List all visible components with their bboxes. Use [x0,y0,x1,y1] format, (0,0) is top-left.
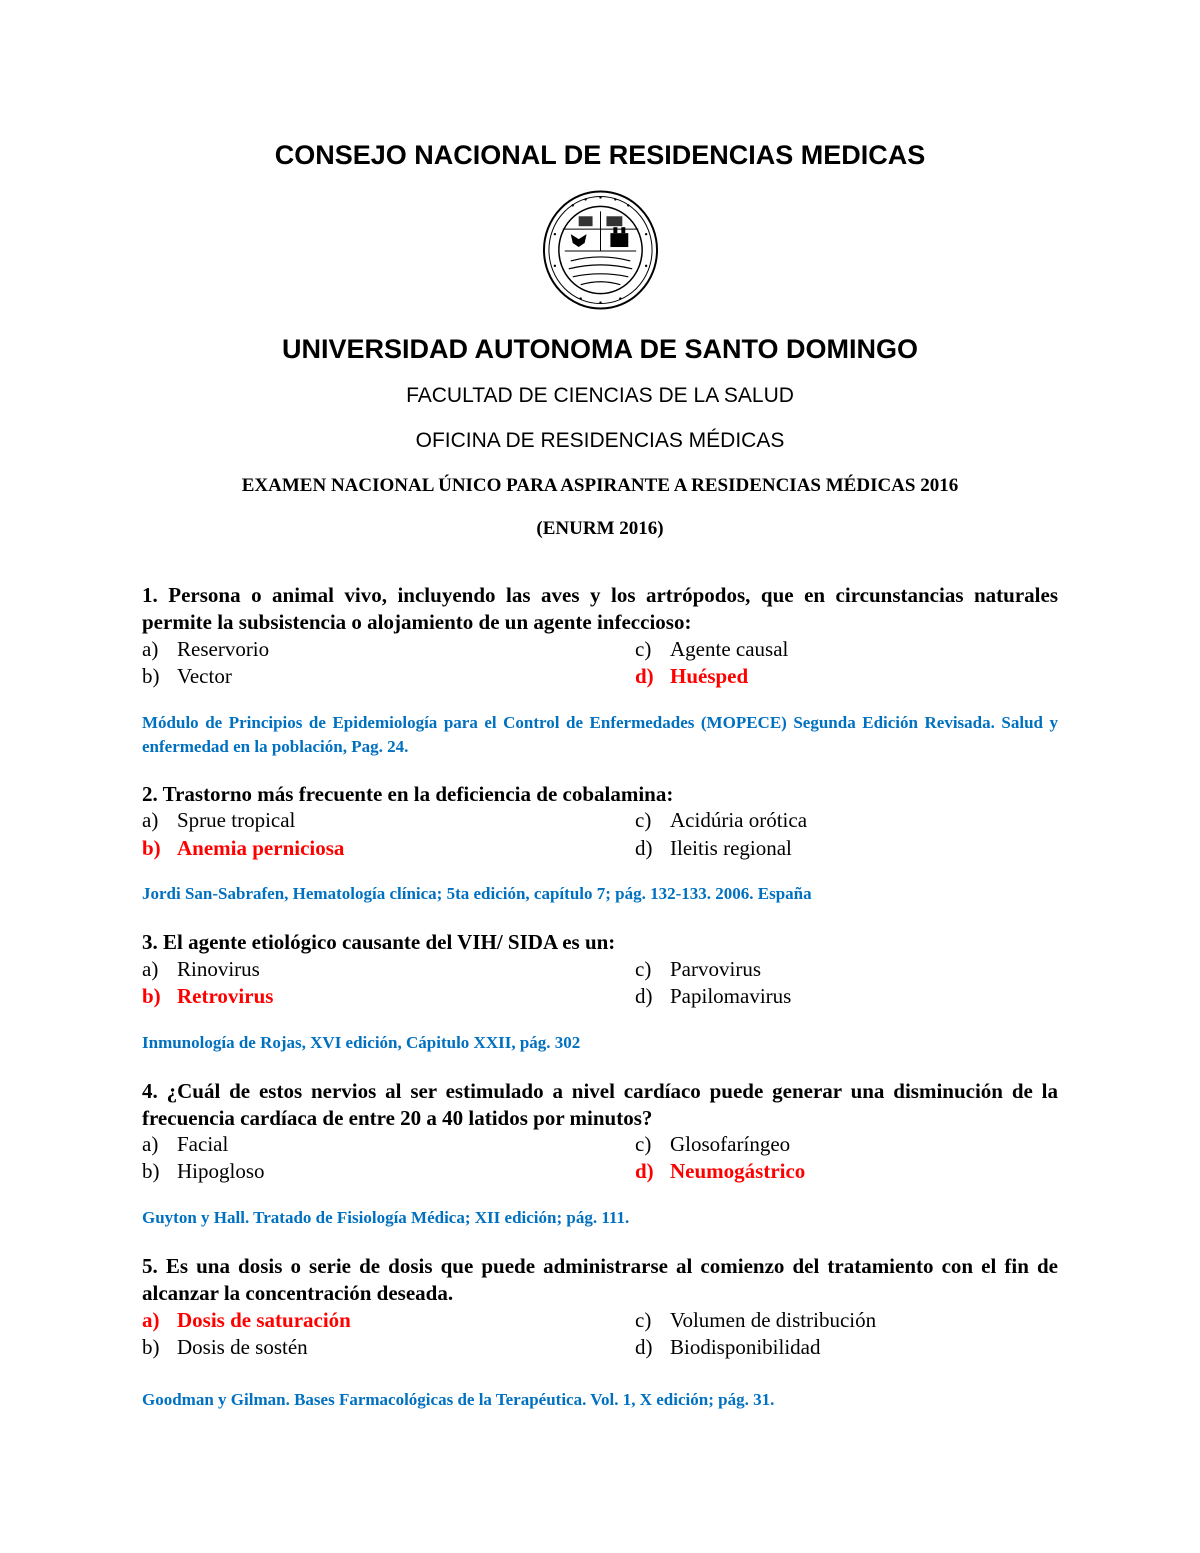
university-seal-logo [541,189,660,311]
faculty-title: FACULTAD DE CIENCIAS DE LA SALUD [406,384,794,407]
question-statement: Es una dosis o serie de dosis que puede administrarse al comienzo del tratamiento con el fin de alcanzar la concentración deseada. [142,1254,1058,1305]
question-statement: Persona o animal vivo, incluyendo las aves y los artrópodos, que en circunstancias naturales permite la subsistencia o alojamiento de un agente infeccioso: [142,583,1059,634]
question-3-option-c[interactable]: c) Parvovirus [635,957,761,981]
question-1-option-c[interactable]: c) Agente causal [635,637,789,661]
question-4-reference: Guyton y Hall. Tratado de Fisiología Médica; XII edición; pág. 111. [142,1208,630,1227]
question-number: 1. [142,583,158,607]
question-4-option-c[interactable]: c) Glosofaríngeo [635,1132,791,1156]
question-2-option-b[interactable]: b) Anemia perniciosa [142,836,345,860]
exam-code: (ENURM 2016) [536,518,664,539]
question-number: 4. [142,1079,158,1103]
question-5-text [142,1253,1058,1307]
question-1-option-b[interactable]: b) Vector [142,664,232,688]
question-2-option-d[interactable]: d) Ileitis regional [635,836,792,860]
question-5-option-a[interactable]: a) Dosis de saturación [142,1308,351,1332]
question-4-text [142,1078,1058,1132]
question-number: 3. [142,930,158,954]
question-3-option-d[interactable]: d) Papilomavirus [635,984,792,1008]
question-statement: ¿Cuál de estos nervios al ser estimulado a nivel cardíaco puede generar una disminución de la frecuencia cardíaca de entre 20 a 40 latidos por minutos? [142,1079,1058,1130]
question-3-reference: Inmunología de Rojas, XVI edición, Cápitulo XXII, pág. 302 [142,1033,581,1052]
question-number: 5. [142,1254,158,1278]
question-5-option-b[interactable]: b) Dosis de sostén [142,1335,308,1359]
question-5-option-d[interactable]: d) Biodisponibilidad [635,1335,821,1359]
question-4-option-d[interactable]: d) Neumogástrico [635,1159,806,1183]
council-title: CONSEJO NACIONAL DE RESIDENCIAS MEDICAS [274,140,926,170]
question-2-text [142,781,1058,808]
question-1-option-d[interactable]: d) Huésped [635,664,749,688]
question-number: 2. [142,782,158,806]
office-title: OFICINA DE RESIDENCIAS MÉDICAS [415,429,785,452]
question-statement: Trastorno más frecuente en la deficiencia de cobalamina: [162,782,674,806]
question-2-reference: Jordi San-Sabrafen, Hematología clínica; 5ta edición, capítulo 7; pág. 132-133. 2006. España [142,884,812,903]
question-4-option-b[interactable]: b) Hipogloso [142,1159,265,1183]
question-5-reference: Goodman y Gilman. Bases Farmacológicas de la Terapéutica. Vol. 1, X edición; pág. 31. [142,1390,775,1409]
question-5-option-c[interactable]: c) Volumen de distribución [635,1308,877,1332]
question-2-option-c[interactable]: c) Acidúria orótica [635,808,808,832]
question-1-reference: Módulo de Principios de Epidemiología para el Control de Enfermedades (MOPECE) Segunda Edición Revisada. Salud y enfermedad en la población, Pag. 24. [142,713,1058,756]
question-1-option-a[interactable]: a) Reservorio [142,637,270,661]
exam-title: EXAMEN NACIONAL ÚNICO PARA ASPIRANTE A RESIDENCIAS MÉDICAS 2016 [241,475,959,496]
question-statement: El agente etiológico causante del VIH/ SIDA es un: [163,930,616,954]
question-3-option-b[interactable]: b) Retrovirus [142,984,274,1008]
question-1-text [142,582,1058,636]
question-3-option-a[interactable]: a) Rinovirus [142,957,260,981]
question-2-option-a[interactable]: a) Sprue tropical [142,808,296,832]
question-4-option-a[interactable]: a) Facial [142,1132,229,1156]
university-title: UNIVERSIDAD AUTONOMA DE SANTO DOMINGO [281,334,919,364]
question-3-text [142,929,1058,956]
